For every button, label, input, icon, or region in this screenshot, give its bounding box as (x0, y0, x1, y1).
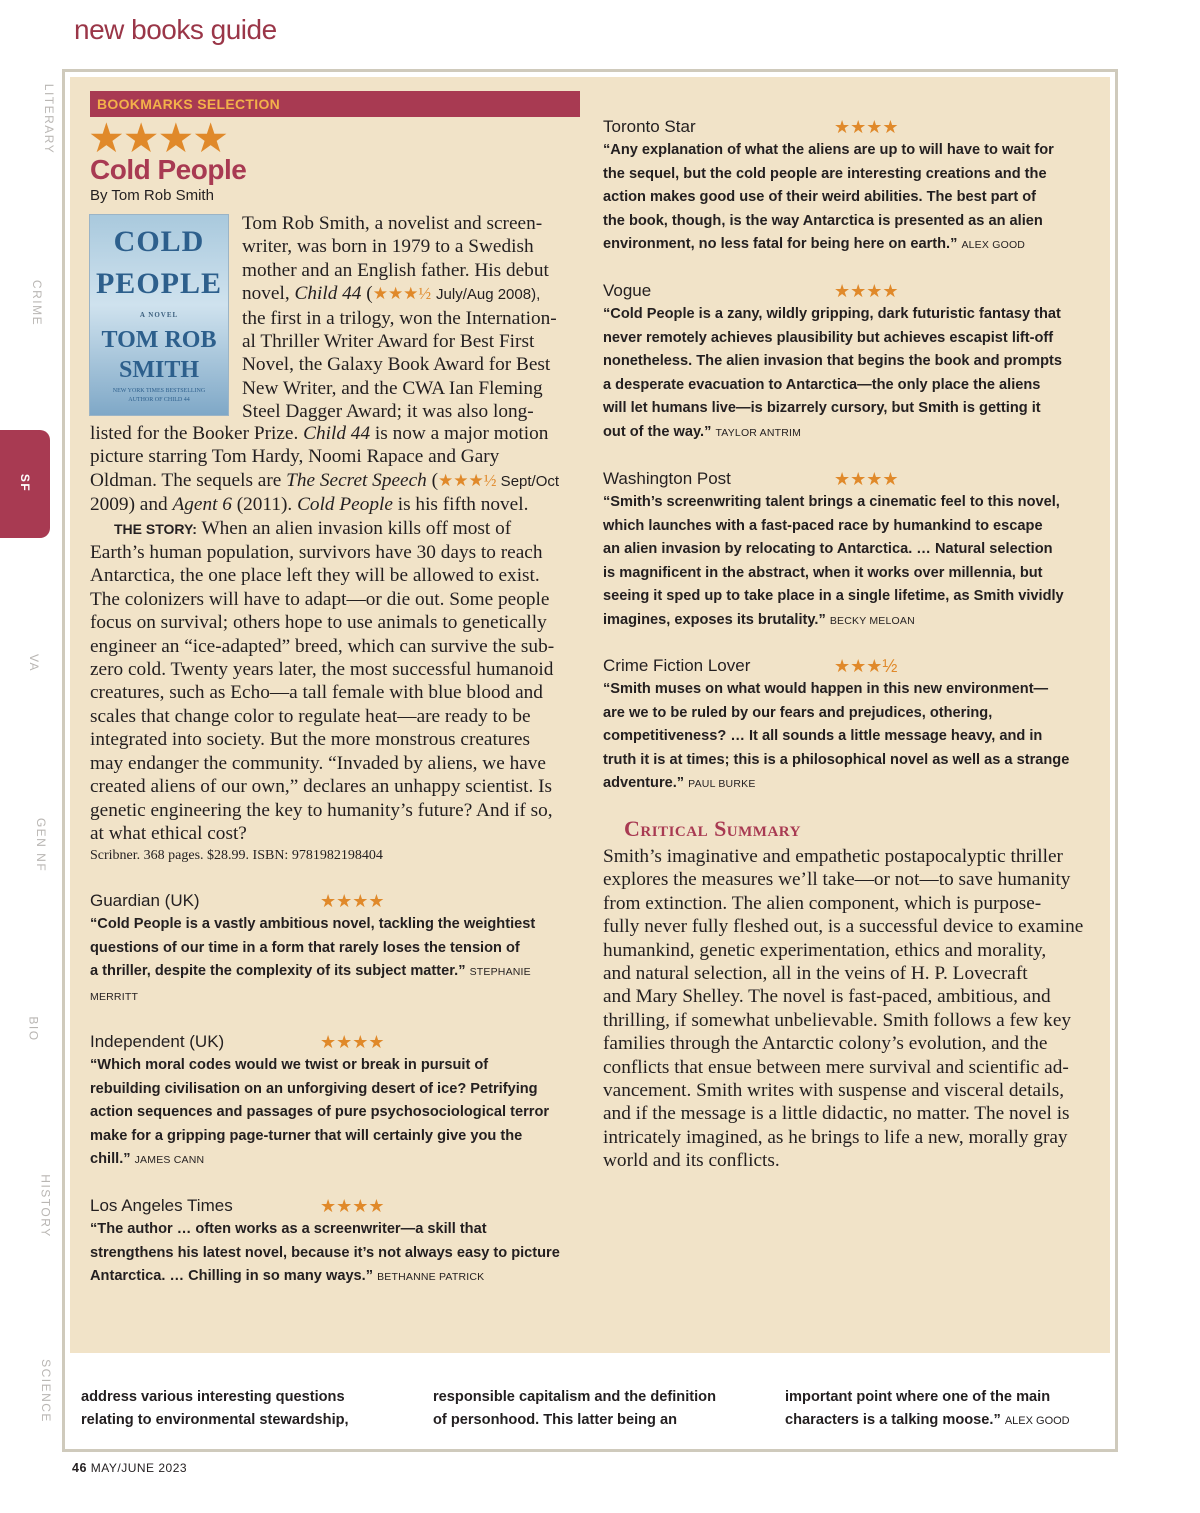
quote-line: an alien invasion by relocating to Antarctica. … Natural selection (603, 541, 1053, 558)
tab-label: CRIME (30, 279, 45, 327)
cover-subtitle: A NOVEL (139, 311, 179, 319)
story-line: integrated into society. But the more monstrous creatures (90, 729, 530, 751)
tab-label: LITERARY (42, 83, 57, 155)
bio-text: novel, (242, 283, 295, 305)
bio-line: writer, was born in 1979 to a Swedish (242, 236, 534, 258)
story-line: zero cold. Twenty years later, the most successful humanoid (90, 659, 554, 681)
review-stars: ★★★½ (834, 656, 898, 676)
quote-line: never remotely achieves plausibility but achieves escapist lift-off (603, 329, 1054, 346)
bio-text: (2011). (231, 494, 298, 516)
review-stars: ★★★★ (320, 1196, 385, 1216)
byline: By Tom Rob Smith (90, 187, 214, 204)
review-source: Crime Fiction Lover (603, 656, 751, 675)
tab-label: GEN NF (34, 817, 49, 873)
bio-line: novel, Child 44 (★★★½ July/Aug 2008), (242, 283, 541, 305)
quote-text: characters is a talking moose.” (785, 1412, 1001, 1429)
cover-title-line: COLD (113, 225, 205, 258)
review-source: Independent (UK) (90, 1032, 225, 1051)
review-source: Toronto Star (603, 117, 696, 136)
review-author: BECKY MELOAN (829, 614, 915, 627)
review-source: Guardian (UK) (90, 891, 200, 910)
tab-label: SF (18, 473, 32, 493)
quote-line: which launches with a fast-paced race by humankind to escape (603, 517, 1043, 534)
bio-line (90, 422, 578, 445)
quote-text: chill.” (90, 1151, 131, 1168)
summary-line: and Mary Shelley. The novel is fast-paced, ambitious, and (603, 986, 1051, 1008)
story-line: focus on survival; others hope to use animals to genetically (90, 612, 547, 634)
quote-line (603, 421, 1103, 446)
tab-science[interactable] (14, 1359, 54, 1423)
quote-line: “Smith’s screenwriting talent brings a cinematic feel to this novel, (603, 494, 1060, 510)
quote-line: responsible capitalism and the definition (433, 1389, 717, 1405)
quote-line: rebuilding civilisation on an unforgiving desert of ice? Petrifying (90, 1080, 538, 1097)
review-stars: ★★★★ (834, 117, 899, 137)
review-quote (90, 1218, 590, 1290)
summary-line: conflicts that ensue between mere survival and scientific ad- (603, 1056, 1069, 1078)
quote-line: competitiveness? … It all sounds a little message heavy, and in (603, 728, 1043, 745)
review-author: BETHANNE PATRICK (377, 1271, 485, 1284)
critical-summary-heading: Critical Summary (624, 816, 801, 841)
continued-quote-col-1 (81, 1386, 391, 1433)
quote-line: “Smith muses on what would happen in this new environment— (603, 681, 1049, 697)
book-title: Cold People (90, 154, 247, 185)
quote-text: adventure.” (603, 775, 685, 792)
book-reference: Cold People (297, 494, 393, 516)
publisher-info: Scribner. 368 pages. $28.99. ISBN: 9781982198404 (90, 848, 383, 863)
summary-line: humankind, genetic experimentation, ethics and morality, (603, 939, 1047, 961)
quote-line: truth it is at times; this is a philosophical novel as well as a strange (603, 751, 1070, 768)
quote-line (90, 1148, 580, 1173)
cover-author-line: SMITH (118, 357, 199, 383)
quote-line: is magnificent in the abstract, when it works over millennia, but (603, 564, 1043, 581)
review-quote (90, 1054, 580, 1173)
review-guardian (90, 891, 580, 1009)
review-author: TAYLOR ANTRIM (715, 426, 802, 439)
story-line (90, 517, 578, 541)
summary-line: Smith’s imaginative and empathetic postapocalyptic thriller (603, 846, 1063, 867)
tab-va[interactable] (14, 648, 54, 678)
quote-line: seeing it sped up to take place in a single lifetime, as Smith vividly (603, 588, 1064, 605)
critical-summary-text (603, 845, 1095, 1173)
book-reference: Child 44 (303, 423, 371, 444)
tab-label: SCIENCE (38, 1359, 53, 1423)
review-stars: ★★★★ (834, 281, 899, 301)
quote-text: out of the way.” (603, 423, 712, 440)
review-vogue (603, 281, 1103, 446)
bio-line: Steel Dagger Award; it was also long- (242, 401, 534, 423)
review-source: Vogue (603, 281, 652, 300)
bio-line: Novel, the Galaxy Book Award for Best (242, 354, 551, 376)
review-quote (90, 913, 580, 1009)
review-toronto-star (603, 117, 1103, 258)
issue-reference: Sept/Oct (496, 472, 560, 490)
selection-badge: BOOKMARKS SELECTION (90, 91, 580, 117)
cover-blurb: NEW YORK TIMES BESTSELLING (112, 388, 206, 394)
quote-line: address various interesting questions (81, 1389, 345, 1405)
tab-sf[interactable] (0, 430, 50, 538)
mini-rating: ★★★½ (438, 470, 497, 490)
bio-text: listed for the Booker Prize. (90, 423, 304, 444)
quote-line: make for a gripping page-turner that will certainly give you the (90, 1127, 523, 1144)
quote-text: Antarctica. … Chilling in so many ways.” (90, 1268, 374, 1285)
bio-text: 2009) and (90, 494, 173, 516)
quote-line: action makes good use of their weird abilities. The best part of (603, 189, 1037, 206)
story-line: The colonizers will have to adapt—or die out. Some people (90, 588, 550, 610)
bio-line (90, 469, 578, 493)
quote-line: “The author … often works as a screenwriter—a skill that (90, 1221, 487, 1237)
quote-line: are we to be ruled by our fears and prejudices, othering, (603, 704, 993, 721)
summary-line: intricately imagined, as he brings to life a new, morally gray (603, 1126, 1068, 1148)
page-number: 46 (72, 1461, 87, 1475)
book-reference: The Secret Speech (286, 469, 427, 491)
quote-line: a desperate evacuation to Antarctica—the only place the aliens (603, 376, 1041, 393)
review-quote (603, 139, 1103, 258)
review-stars: ★★★★ (834, 469, 899, 489)
bio-line: the first in a trilogy, won the Internation- (242, 307, 557, 329)
review-quote (603, 678, 1103, 797)
bio-line: mother and an English father. His debut (242, 259, 549, 281)
review-quote (603, 303, 1103, 446)
story-line: genetic engineering the key to humanity’s future? And if so, (90, 799, 553, 821)
bio-line: al Thriller Writer Award for Best First (242, 331, 535, 353)
review-author: ALEX GOOD (1004, 1415, 1070, 1428)
tab-crime[interactable] (14, 280, 54, 328)
tab-label: VA (27, 653, 41, 673)
book-cover-image (89, 214, 229, 416)
review-author: JAMES CANN (134, 1154, 205, 1167)
review-crime-fiction-lover (603, 656, 1103, 797)
story-line: scales that change color to regulate heat—are ready to be (90, 705, 531, 727)
bio-line: New Writer, and the CWA Ian Fleming (242, 377, 543, 399)
quote-line: the book, though, is the way Antarctica is presented as an alien (603, 212, 1043, 229)
tab-literary[interactable] (14, 83, 57, 155)
quote-line: will let humans live—is bizarrely cursory, but Smith is getting it (603, 400, 1041, 417)
book-reference: Agent 6 (172, 494, 232, 516)
story-line: Earth’s human population, survivors have 30 days to reach (90, 542, 543, 564)
review-author: STEPHANIE MERRITT (90, 966, 531, 1003)
quote-line: “Any explanation of what the aliens are up to will have to wait for (603, 142, 1054, 158)
tab-label: BIO (26, 1016, 41, 1042)
summary-line: world and its conflicts. (603, 1150, 780, 1172)
quote-text: imagines, exposes its brutality.” (603, 611, 826, 628)
quote-line: questions of our time in a form that rarely loses the tension of (90, 939, 520, 956)
review-la-times (90, 1196, 590, 1290)
review-source: Los Angeles Times (90, 1196, 233, 1215)
cover-blurb: AUTHOR OF CHILD 44 (128, 397, 190, 403)
review-stars: ★★★★ (320, 891, 385, 911)
tab-history[interactable] (14, 1174, 54, 1238)
quote-line: the sequel, but the cold people are interesting creations and the (603, 165, 1047, 182)
bio-line: Tom Rob Smith, a novelist and screen- (242, 213, 543, 234)
summary-line: fully never fully fleshed out, is a successful device to examine (603, 916, 1084, 938)
bio-and-story (90, 422, 578, 845)
quote-line: important point where one of the main (785, 1389, 1051, 1405)
bio-text: ( (426, 469, 439, 491)
continued-quote-col-2 (433, 1386, 743, 1433)
summary-line: explores the measures we’ll take—or not—to save humanity (603, 869, 1071, 891)
quote-line (90, 960, 580, 1009)
quote-line (603, 233, 1103, 258)
quote-line (603, 772, 1103, 797)
quote-line: relating to environmental stewardship, (81, 1412, 349, 1429)
book-reference: Child 44 (294, 283, 362, 305)
tab-bio[interactable] (14, 1010, 54, 1050)
review-quote (603, 491, 1103, 634)
review-independent (90, 1032, 580, 1173)
bio-line: picture starring Tom Hardy, Noomi Rapace and Gary (90, 446, 500, 468)
issue-date: MAY/JUNE 2023 (90, 1461, 188, 1475)
story-line: may endanger the community. “Invaded by aliens, we have (90, 752, 546, 774)
mini-rating: ★★★½ (372, 284, 432, 304)
review-author: ALEX GOOD (961, 239, 1026, 252)
quote-text: a thriller, despite the complexity of its subject matter.” (90, 963, 466, 980)
story-line: creatures, such as Echo—a tall female with blue blood and (90, 682, 543, 704)
review-author: PAUL BURKE (688, 778, 756, 791)
issue-reference: July/Aug 2008), (436, 286, 541, 304)
quote-line: of personhood. This latter being an (433, 1412, 678, 1429)
quote-line: nonetheless. The alien invasion that begins the book and prompts (603, 353, 1062, 370)
tab-label: HISTORY (38, 1174, 53, 1238)
bio-line (90, 493, 578, 516)
cover-title-line: PEOPLE (95, 267, 222, 300)
cover-author-line: TOM ROB (101, 327, 217, 353)
bio-text: is his fifth novel. (392, 494, 529, 516)
review-stars: ★★★★ (320, 1032, 385, 1052)
quote-line: “Cold People is a vastly ambitious novel, tackling the weightiest (90, 916, 536, 932)
quote-line: strengthens his latest novel, because it’s not always easy to picture (90, 1244, 560, 1261)
summary-line: and if the message is a little didactic, no matter. The novel is (603, 1103, 1070, 1125)
bio-text: Oldman. The sequels are (90, 469, 287, 491)
review-washington-post (603, 469, 1103, 634)
quote-line: “Cold People is a zany, wildly gripping, dark futuristic fantasy that (603, 306, 1061, 322)
quote-line: action sequences and passages of pure psychosociological terror (90, 1104, 550, 1121)
tab-gen-nf[interactable] (14, 817, 54, 873)
story-line: Antarctica, the one place left they will be allowed to exist. (90, 565, 540, 587)
summary-line: and natural selection, all in the veins of H. P. Lovecraft (603, 963, 1028, 985)
section-header: new books guide (74, 14, 277, 45)
story-text: When an alien invasion kills off most of (196, 517, 512, 539)
summary-line: from extinction. The alien component, which is purpose- (603, 892, 1042, 914)
story-line: engineer an “ice-adapted” breed, which can survive the sub- (90, 635, 555, 657)
story-label: THE STORY: (114, 520, 197, 537)
author-bio (242, 212, 578, 424)
story-line: at what ethical cost? (90, 822, 247, 844)
page-footer (72, 1461, 187, 1475)
continued-quote-col-3 (785, 1386, 1095, 1434)
quote-line (603, 609, 1103, 634)
bio-text: is now a major motion (370, 423, 549, 444)
review-source: Washington Post (603, 469, 731, 488)
quote-line (90, 1265, 590, 1290)
summary-line: families through the Antarctic colony’s evolution, and the (603, 1033, 1048, 1055)
rating-stars: ★★★★ (88, 114, 228, 162)
quote-line: “Which moral codes would we twist or break in pursuit of (90, 1057, 489, 1073)
summary-line: vancement. Smith writes with suspense and visceral details, (603, 1080, 1065, 1102)
quote-line (785, 1409, 1095, 1433)
quote-text: environment, no less fatal for being here on earth.” (603, 236, 958, 253)
summary-line: thrilling, if somewhat unbelievable. Smith follows a few key (603, 1009, 1072, 1031)
category-sidebar (0, 80, 64, 1430)
story-line: created aliens of our own,” declares an unhappy scientist. Is (90, 776, 553, 798)
